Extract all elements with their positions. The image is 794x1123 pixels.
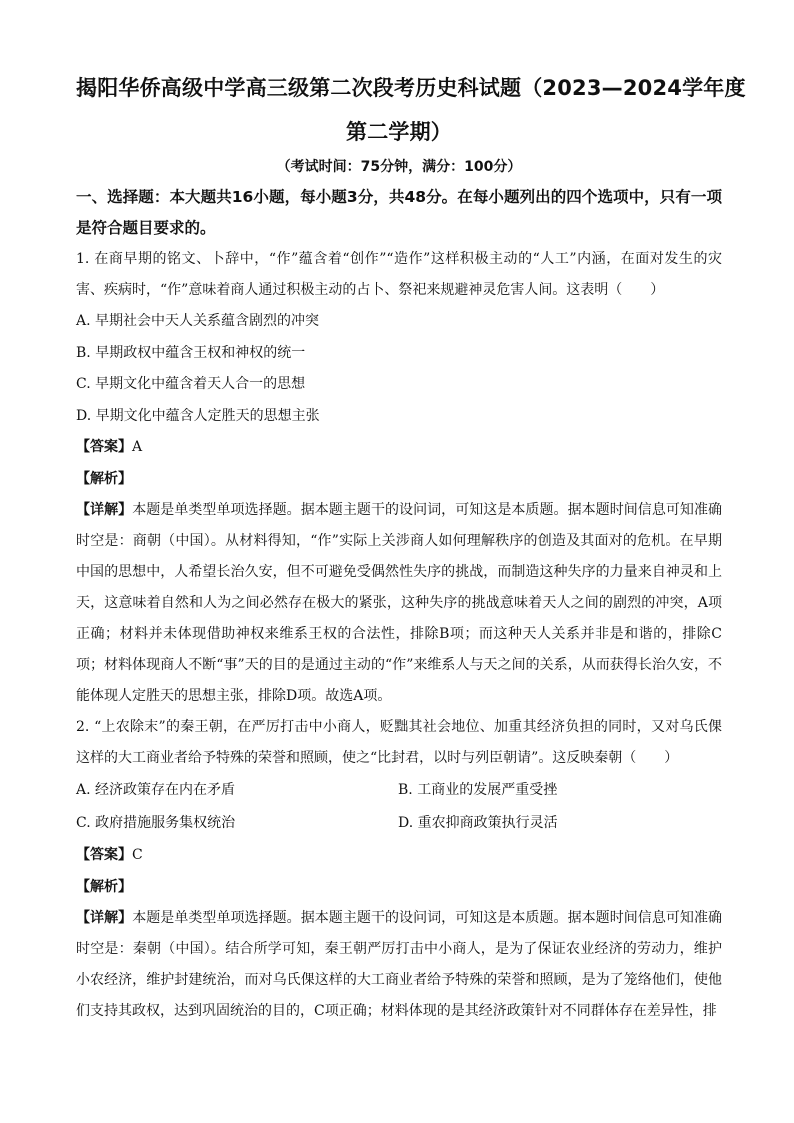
detail-paragraph — [76, 903, 722, 1027]
option-a: A. 早期社会中天人关系蕴含剧烈的冲突 — [76, 313, 320, 329]
detail-paragraph — [76, 495, 722, 712]
option-d: D. 早期文化中蕴含人定胜天的思想主张 — [76, 407, 320, 424]
detail-text: 本题是单类型单项选择题。据本题主题干的设问词，可知这是本质题。据本题时间信息可知准确时空是：秦朝（中国）。结合所学可知，秦王朝严厉打击中小商人，是为了保证农业经济的劳动力，维护小农经济，维护封建统治，而对乌氏倮这样的大工商业者给予特殊的荣誉和照顾，是为了笼络他们，使他们支持其政权，达到巩固统治的目的，C项正确；材料体现的是其经济政策针对不同群体存在差异性，排 — [76, 910, 723, 1019]
detail-label: 【详解】 — [76, 502, 133, 518]
answer-label: 【答案】 — [76, 439, 132, 455]
analysis-label: 【解析】 — [76, 470, 132, 487]
options-grid — [76, 774, 722, 840]
question-2 — [76, 712, 722, 1027]
analysis-line — [76, 464, 722, 496]
question-1 — [76, 244, 722, 712]
title-line-1: 揭阳华侨高级中学高三级第二次段考历史科试题（2023—2024学年度 — [76, 76, 746, 100]
option-a: A. 经济政策存在内在矛盾 — [76, 782, 236, 798]
detail-text: 本题是单类型单项选择题。据本题主题干的设问词，可知这是本质题。据本题时间信息可知准确时空是：商朝（中国）。从材料得知，“作”实际上关涉商人如何理解秩序的创造及其面对的危机。在早期中国的思想中，人希望长治久安，但不可避免受偶然性失序的挑战，而制造这种失序的力量来自神灵和上天，这意味着自然和人为之间必然存在极大的紧张，这种失序的挑战意味着天人之间的剧烈的冲突，A项正确；材料并未体现借助神权来维系王权的合法性，排除B项；而这种天人关系并非是和谐的，排除C项；材料体现商人不断“事”天的目的是通过主动的“作”来维系人与天之间的关系，从而获得长治久安，不能体现人定胜天的思想主张，排除D项。故选A项。 — [76, 502, 723, 704]
question-stem: 2. “上农除末”的秦王朝，在严厉打击中小商人，贬黜其社会地位、加重其经济负担的同时，又对乌氏倮这样的大工商业者给予特殊的荣誉和照顾，使之“比封君，以时与列臣朝请”。这反映秦朝（ ） — [76, 719, 722, 766]
option-b: B. 早期政权中蕴含王权和神权的统一 — [76, 344, 306, 361]
answer-value: C — [132, 847, 143, 863]
exam-info: （考试时间：75分钟，满分：100分） — [276, 159, 522, 175]
title-line-2: 第二学期） — [346, 120, 452, 144]
answer-line — [76, 432, 722, 464]
analysis-line — [76, 872, 722, 904]
section-heading: 一、选择题：本大题共16小题，每小题3分，共48分。在每小题列出的四个选项中，只有一项是符合题目要求的。 — [76, 188, 722, 237]
exam-title — [76, 68, 746, 152]
detail-label: 【详解】 — [76, 910, 133, 926]
analysis-label: 【解析】 — [76, 878, 132, 895]
question-stem: 1. 在商早期的铭文、卜辞中，“作”蕴含着“创作”“造作”这样积极主动的“人工”内涵，在面对发生的灾害、疾病时，“作”意味着商人通过积极主动的占卜、祭祀来规避神灵危害人间。这表明（ ） — [76, 251, 722, 298]
option-c: C. 政府措施服务集权统治 — [76, 815, 236, 831]
answer-value: A — [132, 439, 143, 455]
option-d: D. 重农抑商政策执行灵活 — [398, 815, 558, 831]
answer-label: 【答案】 — [76, 847, 132, 863]
option-c: C. 早期文化中蕴含着天人合一的思想 — [76, 376, 306, 392]
answer-line — [76, 840, 722, 872]
option-b: B. 工商业的发展严重受挫 — [398, 782, 558, 798]
